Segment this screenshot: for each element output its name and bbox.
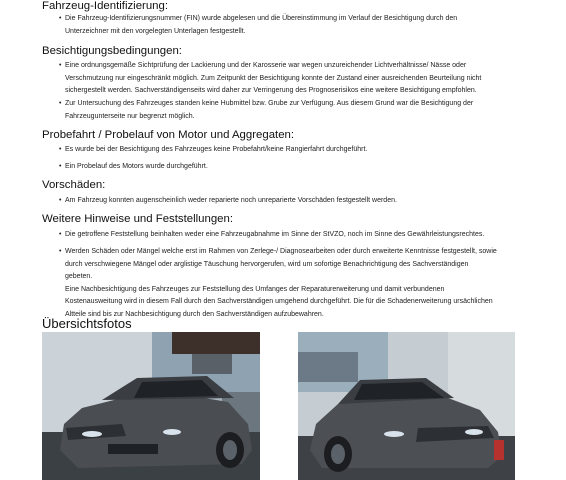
conditions-p1-line-3: sichergestellt werden. Sachverständigenseits wird daher zur Verringerung des Prognoserisikos eine weitere Besichtigung empfohlen.: [65, 87, 477, 94]
bullet-glyph: •: [59, 62, 62, 69]
vehicle-photo-front-left: [42, 332, 260, 480]
section-heading-prior-damage: Vorschäden:: [42, 179, 106, 191]
notes-p2-line-5: Kostenausweitung wird in diesem Fall durch den Sachverständigen umgehend durchgeführt. Die für die Schadenerweiterung ursächlichen: [65, 298, 493, 305]
fin-text-line-2: Unterzeichner mit den vorgelegten Unterlagen festgestellt.: [65, 27, 246, 35]
bullet-glyph: •: [59, 146, 62, 153]
conditions-p2-line-1: Zur Untersuchung des Fahrzeuges standen keine Hubmittel bzw. Grube zur Verfügung. Aus diesem Grund war die Besichtigung der: [65, 100, 474, 107]
vehicle-photo-front-right: [298, 332, 515, 480]
bullet-glyph: •: [59, 15, 62, 22]
notes-p2-line-4: Eine Nachbesichtigung des Fahrzeuges zur Feststellung des Umfanges der Reparaturerweiterung und damit verbundenen: [65, 285, 445, 293]
section-heading-conditions: Besichtigungsbedingungen:: [42, 45, 182, 57]
notes-p2-line-2: durch verschwiegene Mängel oder arglistige Täuschung hervorgerufen, wird um sofortige Benachrichtigung des Sachverständigen: [65, 260, 469, 268]
conditions-p1-line-2: Verschmutzung nur eingeschränkt möglich. Zum Zeitpunkt der Besichtigung konnte der Zustand einer ausreichenden Beurteilung nicht: [65, 74, 482, 82]
notes-text-1: Die getroffene Feststellung beinhalten weder eine Fahrzeugabnahme im Sinne der StVZO, noch im Sinne des Gewährleistungsrechtes.: [65, 231, 485, 238]
bullet-glyph: •: [59, 197, 62, 204]
bullet-glyph: •: [59, 100, 62, 107]
bullet-glyph: •: [59, 163, 62, 170]
conditions-p1-line-1: Eine ordnungsgemäße Sichtprüfung der Lackierung und der Karosserie war wegen unzureichender Lichtverhältnisse/ Nässe oder: [65, 62, 467, 69]
section-heading-test-drive: Probefahrt / Probelauf von Motor und Aggregaten:: [42, 129, 295, 141]
conditions-p2-line-2: Fahrzeugunterseite nur begrenzt möglich.: [65, 112, 195, 120]
notes-p2-line-1: Werden Schäden oder Mängel welche erst im Rahmen von Zerlege-/ Diagnosearbeiten oder durch erweiterte Kenntnisse festgestellt, sowie: [65, 248, 497, 255]
test-drive-text-2: Ein Probelauf des Motors wurde durchgeführt.: [65, 163, 208, 170]
test-drive-text-1: Es wurde bei der Besichtigung des Fahrzeuges keine Probefahrt/keine Rangierfahrt durchgeführt.: [65, 146, 368, 153]
fin-text-line-1: Die Fahrzeug-Identifizierungsnummer (FIN) wurde abgelesen und die Übereinstimmung im Verlauf der Besichtigung durch den: [65, 15, 458, 22]
bullet-glyph: •: [59, 248, 62, 255]
notes-p2-line-6: Altteile sind bis zur Nachbesichtigung durch den Sachverständigen aufzubewahren.: [65, 310, 324, 318]
section-heading-identification: Fahrzeug-Identifizierung:: [42, 0, 168, 12]
prior-damage-text: Am Fahrzeug konnten augenscheinlich weder reparierte noch unreparierte Vorschäden festgestellt werden.: [65, 197, 397, 204]
section-heading-photos: Übersichtsfotos: [42, 316, 132, 331]
notes-p2-line-3: gebeten.: [65, 273, 93, 280]
bullet-glyph: •: [59, 231, 62, 238]
section-heading-notes: Weitere Hinweise und Feststellungen:: [42, 213, 233, 225]
